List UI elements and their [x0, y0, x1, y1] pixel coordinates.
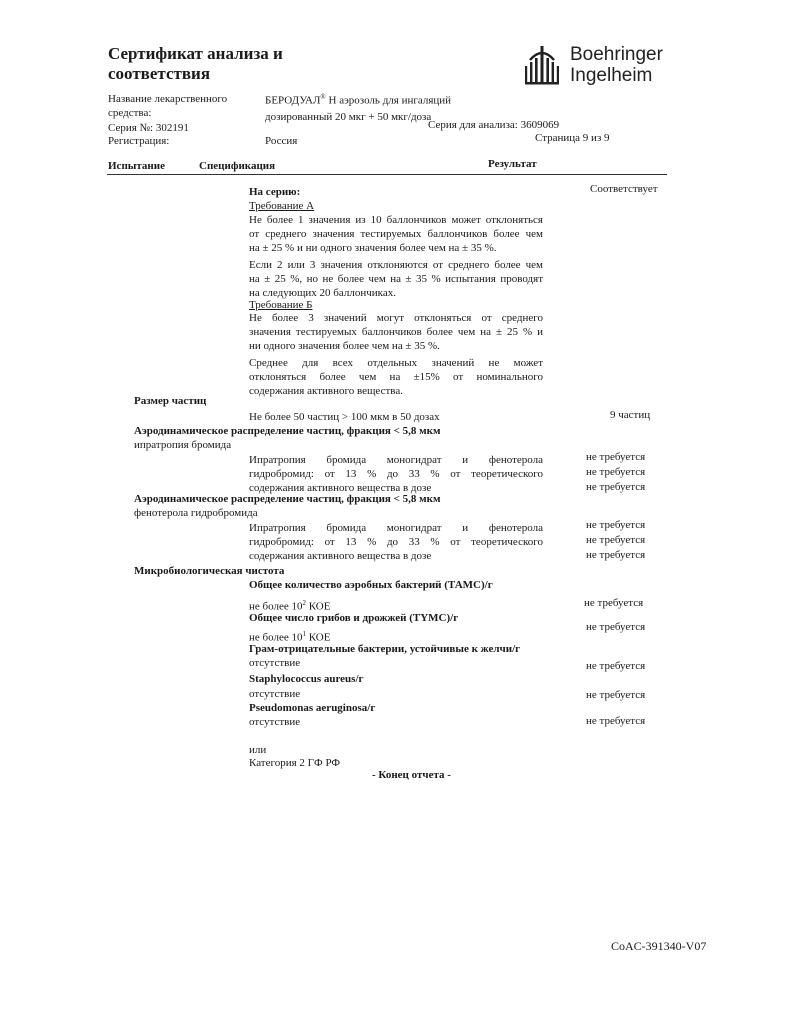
- req-a-line: на ± 25 % и ни одного значения более чем на ± 35 %.: [249, 242, 497, 254]
- gram-negative-title: Грам-отрицательные бактерии, устойчивые к желчи/г: [249, 643, 521, 655]
- req-b-line: значения тестируемых баллончиков более чем на ± 25 % и: [249, 326, 543, 338]
- gram-negative-result: не требуется: [586, 660, 646, 672]
- req-a-line: Если 2 или 3 значения отклоняются от среднего более чем: [249, 259, 543, 271]
- batch-result: Соответствует: [590, 183, 658, 195]
- pseudomonas-title: Pseudomonas aeruginosa/г: [249, 702, 376, 714]
- tymc-spec-base: не более 10: [249, 631, 303, 644]
- tymc-title: Общее число грибов и дрожжей (TYMC)/г: [249, 612, 459, 624]
- req-b-line: Не более 3 значений могут отклоняться от среднего: [249, 312, 543, 324]
- req-a-line: на следующих 20 баллончиках.: [249, 287, 396, 299]
- or-text: или: [249, 744, 267, 756]
- result-value: не требуется: [586, 451, 646, 463]
- tymc-spec-unit: КОЕ: [305, 631, 331, 644]
- aero-distribution-fenoterol-spec: [249, 521, 543, 563]
- spec-line: гидробромид: от 13 % до 33 % от теоретического: [249, 536, 543, 548]
- logo-text-line-1: Boehringer: [570, 44, 663, 65]
- boehringer-logo-icon: [522, 42, 562, 86]
- tymc-result: не требуется: [586, 621, 646, 633]
- series-value: 302191: [155, 122, 189, 134]
- pharmacopoeia-category: Категория 2 ГФ РФ: [249, 757, 341, 769]
- micro-purity-title: Микробиологическая чистота: [134, 565, 285, 577]
- result-value: не требуется: [586, 481, 646, 493]
- requirement-a-text: [249, 213, 543, 300]
- logo-text-line-2: Ingelheim: [570, 65, 653, 86]
- staph-aureus-title: Staphylococcus aureus/г: [249, 673, 364, 685]
- spec-line: содержания активного вещества в дозе: [249, 482, 432, 494]
- aero-distribution-ipratropium-results: [586, 450, 645, 494]
- req-b-line: ни одного значения более чем на ± 35 %.: [249, 340, 440, 352]
- tamc-spec-unit: КОЕ: [305, 600, 331, 613]
- aero-distribution-ipratropium-subtitle: ипратропия бромида: [134, 439, 232, 451]
- tamc-result: не требуется: [584, 597, 644, 609]
- aero-distribution-ipratropium-spec: [249, 453, 543, 495]
- req-a-line: на ± 25 %, но не более чем на ± 35 % испытания проводят: [249, 273, 543, 285]
- req-b-line: отклоняться более чем на ±15% от номинального: [249, 371, 543, 383]
- batch-heading: На серию:: [249, 186, 301, 198]
- page-title: [108, 44, 283, 84]
- product-name-label-line-2: средства:: [108, 107, 152, 119]
- column-header-result: Результат: [488, 158, 537, 170]
- tamc-spec-base: не более 10: [249, 600, 303, 613]
- product-name-line-2: дозированный 20 мкг + 50 мкг/доза: [265, 110, 432, 123]
- req-b-line: Среднее для всех отдельных значений не может: [249, 357, 543, 369]
- column-header-specification: Спецификация: [199, 160, 276, 172]
- product-name-label: [108, 92, 227, 120]
- end-of-report: - Конец отчета -: [372, 769, 451, 781]
- spec-line: Ипратропия бромида моногидрат и фенотерола: [249, 454, 543, 466]
- tamc-title: Общее количество аэробных бактерий (ТАМС)/г: [249, 579, 493, 591]
- aero-distribution-fenoterol-title: Аэродинамическое распределение частиц, фракция < 5,8 мкм: [134, 493, 441, 505]
- column-header-test: Испытание: [108, 160, 165, 172]
- product-brand: БЕРОДУАЛ: [265, 94, 321, 107]
- aero-distribution-fenoterol-results: [586, 518, 645, 562]
- aero-distribution-ipratropium-title: Аэродинамическое распределение частиц, фракция < 5,8 мкм: [134, 425, 441, 437]
- pseudomonas-spec: отсутствие: [249, 716, 301, 728]
- product-name: [265, 90, 451, 124]
- requirement-a-title: Требование А: [249, 200, 315, 212]
- spec-line: Ипратропия бромида моногидрат и фенотерола: [249, 522, 543, 534]
- aero-distribution-fenoterol-subtitle: фенотерола гидробромида: [134, 507, 258, 519]
- product-form: Н аэрозоль для ингаляций: [325, 94, 452, 107]
- analysis-series-row: [428, 118, 559, 132]
- requirement-b-title: Требование Б: [249, 299, 313, 311]
- tymc-spec-exponent: 1: [302, 630, 306, 638]
- company-logo: [522, 42, 672, 88]
- page-number: Страница 9 из 9: [535, 132, 610, 144]
- title-line-2: соответствия: [108, 64, 211, 83]
- product-name-line-1: [265, 90, 451, 108]
- particle-size-spec: Не более 50 частиц > 100 мкм в 50 дозах: [249, 411, 440, 423]
- particle-size-result: 9 частиц: [610, 409, 651, 421]
- spec-line: содержания активного вещества в дозе: [249, 550, 432, 562]
- product-name-label-line-1: Название лекарственного: [108, 93, 228, 105]
- document-code: CoAC-391340-V07: [611, 939, 707, 953]
- result-value: не требуется: [586, 466, 646, 478]
- registration-label: Регистрация:: [108, 135, 170, 147]
- gram-negative-spec: отсутствие: [249, 657, 301, 669]
- title-line-1: Сертификат анализа и: [108, 44, 283, 63]
- result-value: не требуется: [586, 519, 646, 531]
- series-label: Серия №:: [108, 122, 154, 134]
- analysis-series-value: 3609069: [520, 119, 560, 131]
- staph-aureus-result: не требуется: [586, 689, 646, 701]
- series-row: [108, 121, 189, 135]
- req-a-line: от среднего значения тестируемых баллончиков более чем: [249, 228, 543, 240]
- spec-line: гидробромид: от 13 % до 33 % от теоретического: [249, 468, 543, 480]
- registration-value: Россия: [265, 135, 298, 147]
- registered-mark: ®: [320, 93, 326, 101]
- pseudomonas-result: не требуется: [586, 715, 646, 727]
- req-a-line: Не более 1 значения из 10 баллончиков может отклоняться: [249, 214, 543, 226]
- tamc-spec-exponent: 2: [302, 599, 306, 607]
- result-value: не требуется: [586, 549, 646, 561]
- req-b-line: содержания активного вещества.: [249, 385, 403, 397]
- analysis-series-label: Серия для анализа:: [428, 119, 518, 131]
- staph-aureus-spec: отсутствие: [249, 688, 301, 700]
- result-value: не требуется: [586, 534, 646, 546]
- particle-size-title: Размер частиц: [134, 395, 207, 407]
- requirement-b-text: [249, 311, 543, 398]
- header-divider: [107, 174, 667, 175]
